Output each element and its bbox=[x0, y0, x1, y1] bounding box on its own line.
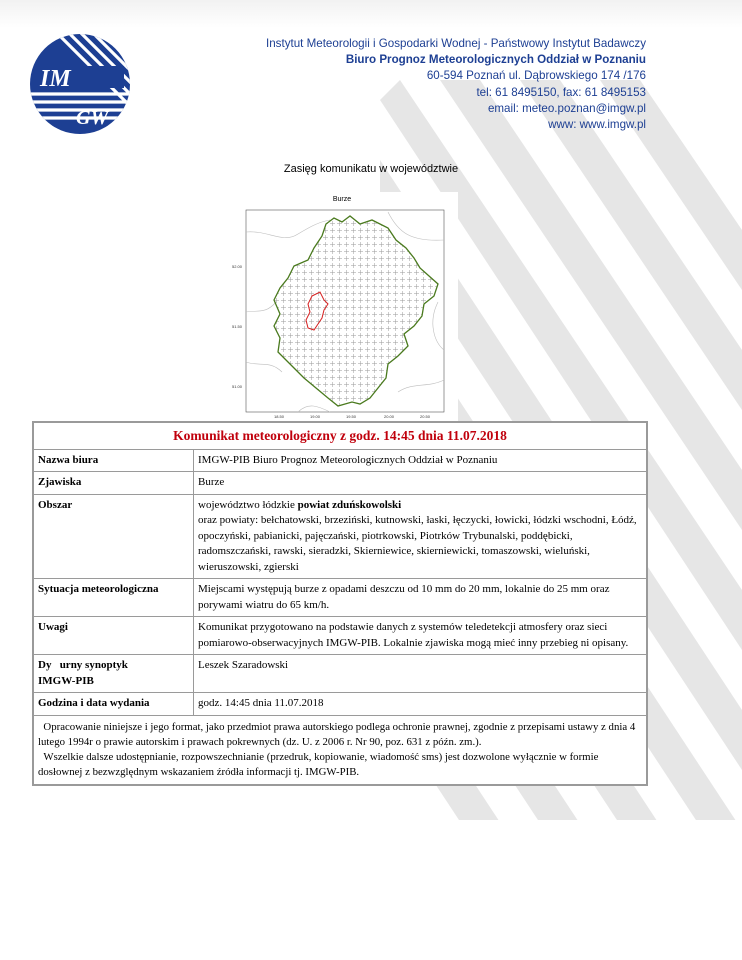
row-label-situation: Sytuacja meteorologiczna bbox=[33, 579, 194, 617]
table-row bbox=[33, 579, 647, 617]
svg-text:GW: GW bbox=[76, 107, 109, 129]
copyright-p1: Opracowanie niniejsze i jego format, jako przedmiot prawa autorskiego podlega ochronie prawnej, zgodnie z przepisami ustawy z dnia 4 lutego 1994r o prawie autorskim i prawach pokrewnych (dz. U. z 2006 r. Nr 90, poz. 631 z późn. zm.). bbox=[38, 720, 638, 748]
x-tick-4: 20.00 bbox=[384, 414, 395, 419]
table-row bbox=[33, 655, 647, 693]
row-label-issued: Godzina i data wydania bbox=[33, 693, 194, 716]
office-address: 60-594 Poznań ul. Dąbrowskiego 174 /176 bbox=[426, 69, 646, 83]
table-row bbox=[33, 617, 647, 655]
row-value-situation: Miejscami występują burze z opadami deszczu od 10 mm do 20 mm, lokalnie do 25 mm oraz porywami wiatru do 65 km/h. bbox=[194, 579, 648, 617]
y-tick-1: 52.00 bbox=[232, 264, 243, 269]
copyright-p2: Wszelkie dalsze udostępnianie, rozpowszechnianie (przedruk, kopiowanie, wiadomość sms) jest dozwolone wyłącznie w formie dosłownej z bezwzględnym wskazaniem źródła informacji tj. IMGW-PIB. bbox=[38, 750, 602, 779]
header-contact bbox=[266, 36, 646, 133]
copyright-notice bbox=[33, 715, 647, 785]
office-email[interactable]: email: meteo.poznan@imgw.pl bbox=[487, 101, 646, 115]
row-value-issued: godz. 14:45 dnia 11.07.2018 bbox=[194, 693, 648, 716]
x-tick-2: 19.00 bbox=[310, 414, 321, 419]
bulletin-title: Komunikat meteorologiczny z godz. 14:45 dnia 11.07.2018 bbox=[33, 422, 647, 449]
office-website[interactable]: www: www.imgw.pl bbox=[548, 118, 646, 132]
svg-text:IM: IM bbox=[40, 66, 71, 92]
warning-area-map bbox=[232, 192, 458, 422]
office-name: Biuro Prognoz Meteorologicznych Oddział w Poznaniu bbox=[345, 53, 646, 67]
area-other-counties: oraz powiaty: bełchatowski, brzeziński, kutnowski, łaski, łęczycki, łowicki, łódzki wschodni, Łódź, opoczyński, pabianicki, pajęczański, piotrkowski, Piotrków Trybunalski, poddębicki, radomszczański, rawski, sieradzki, Skierniewice, skierniewicki, tomaszowski, wieluński, wieruszowski, zgierski bbox=[198, 514, 637, 573]
y-tick-2: 51.50 bbox=[232, 324, 243, 329]
table-row bbox=[33, 693, 647, 716]
bulletin-table bbox=[32, 421, 648, 786]
row-value-area bbox=[194, 494, 648, 579]
table-row bbox=[33, 449, 647, 472]
row-label-office: Nazwa biura bbox=[33, 449, 194, 472]
table-row bbox=[33, 715, 647, 785]
forecaster-label-line2: IMGW-PIB bbox=[38, 674, 94, 687]
x-tick-3: 19.50 bbox=[346, 414, 357, 419]
row-value-forecaster: Leszek Szaradowski bbox=[194, 655, 648, 693]
row-label-area: Obszar bbox=[33, 494, 194, 579]
y-tick-3: 51.00 bbox=[232, 384, 243, 389]
area-prefix: województwo łódzkie bbox=[198, 498, 298, 511]
x-tick-5: 20.50 bbox=[420, 414, 431, 419]
row-label-remarks: Uwagi bbox=[33, 617, 194, 655]
row-value-remarks: Komunikat przygotowano na podstawie danych z systemów teledetekcji atmosfery oraz sieci pomiarowo-obserwacyjnych IMGW-PIB. Lokalnie zjawiska mogą mieć inny przebieg ni opisany. bbox=[194, 617, 648, 655]
map-title: Zasięg komunikatu w województwie bbox=[283, 163, 459, 175]
imgw-logo bbox=[28, 32, 132, 136]
table-row bbox=[33, 472, 647, 495]
forecaster-label-line1: Dy urny synoptyk bbox=[38, 659, 128, 671]
row-value-phenomenon: Burze bbox=[194, 472, 648, 495]
row-value-office: IMGW-PIB Biuro Prognoz Meteorologicznych Oddział w Poznaniu bbox=[194, 449, 648, 472]
area-main-county: powiat zduńskowolski bbox=[297, 498, 402, 511]
row-label-phenomenon: Zjawiska bbox=[33, 472, 194, 495]
x-tick-1: 18.50 bbox=[274, 414, 285, 419]
row-label-forecaster bbox=[33, 655, 194, 693]
office-phone: tel: 61 8495150, fax: 61 8495153 bbox=[476, 85, 646, 99]
table-row bbox=[33, 494, 647, 579]
map-label: Burze bbox=[332, 196, 352, 203]
institute-name: Instytut Meteorologii i Gospodarki Wodnej - Państwowy Instytut Badawczy bbox=[266, 37, 646, 50]
